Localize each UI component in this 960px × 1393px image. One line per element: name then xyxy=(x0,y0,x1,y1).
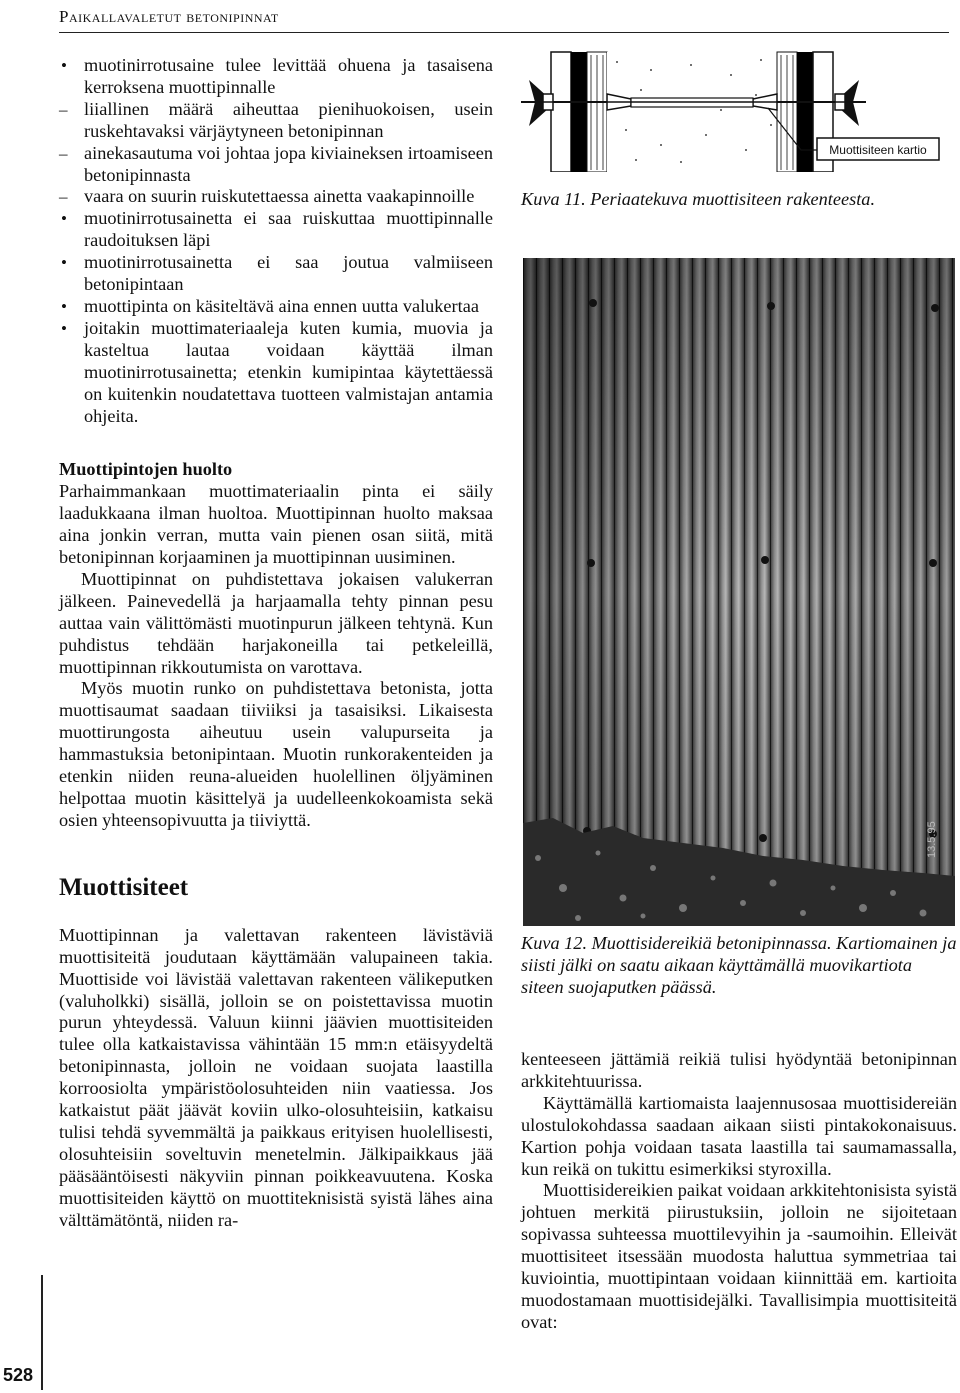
sub-list-item: – ainekasautuma voi johtaa jopa kiviaineksen irtoamiseen betonipinnasta xyxy=(59,143,493,187)
paragraph: Myös muotin runko on puhdistettava betonista, jotta muottisaumat saadaan tiiviiksi ja tasaisiksi. Likaisesta muottirungosta aiheutuu usein valupurseita ja hammastuksia betonipintaan. Muotin runkorakenteiden ja etenkin niiden reuna-alueiden huolellinen öljyäminen helpottaa muotin käsittelyä ja uudelleenkokoamista sekä osien yhteensopivuutta ja tiiviyttä. xyxy=(59,678,493,830)
list-item: • muottipinta on käsiteltävä aina ennen uutta valukertaa xyxy=(59,296,493,318)
page-number: 528 xyxy=(3,1365,34,1385)
bullet-list xyxy=(59,55,493,427)
figure-12-photo xyxy=(523,258,955,926)
running-header xyxy=(59,4,949,33)
figure-11-diagram xyxy=(521,50,951,172)
sub-list-item: – liiallinen määrä aiheuttaa pienihuokoisen, usein ruskehtavaksi värjäytyneen betonipinnan xyxy=(59,99,493,143)
paragraph: Muottisidereikien paikat voidaan arkkitehtonisista syistä johtuen merkitä piirustuksiin, jolloin ne sijoitetaan sopivassa suhteessa muottilevyihin ja -saumoihin. Elleivät muottisiteet itsessään muodosta haluttua symmetriaa tai kuviointia, muottipintaan voidaan kiinnittää em. kartioita muodostamaan muottisidejälki. Tavallisimpia muottisiteitä ovat: xyxy=(521,1180,957,1332)
margin-rule xyxy=(41,1275,43,1390)
header-title: Paikallavaletut betonipinnat xyxy=(59,7,279,26)
paragraph: Muottipinnat on puhdistettava jokaisen valukerran jälkeen. Painevedellä ja harjaamalla tehty pinnan pesu auttaa vain välittömästi muotinpurun jälkeen tehtynä. Kun puhdistus tehdään harjakoneilla tai petkeleillä, muottipinnan rikkoutumista on varottava. xyxy=(59,568,493,677)
left-column xyxy=(59,55,493,1232)
figure-12-stamp: 13.5.95 xyxy=(926,821,938,858)
list-item-text: muotinirrotusaine tulee levittää ohuena ja tasaisena kerroksena muottipinnalle xyxy=(84,55,493,97)
right-column xyxy=(521,1049,957,1334)
paragraph: kenteeseen jättämiä reikiä tulisi hyödyntää betonipinnan arkkitehtuurissa. xyxy=(521,1049,957,1091)
paragraph: Muottipinnan ja valettavan rakenteen lävistäviä muottisiteitä joudutaan käyttämään valupaineen takia. Muottiside voi lävistää valettavan rakenteen välikeputken (valuholkki) sisällä, jolloin se on poistettavissa muotin purun yhteydessä. Valuun kiinni jäävien muottisiteiden tulee olla katkaistavissa vähintään 15 mm:n etäisyydeltä betonipinnasta, jolloin ne voidaan suojata laastilla korroosiolta ympäristöolosuhteiden niin vaatiessa. Jos katkaistut päät jäävät koviin ulko-olosuhteisiin, katkaisu tulisi tehdä syvemmältä ja paikkaus erityisen huolellisesti, olosuhteisiin soveltuvin menetelmin. Jälkipaikkaus jää pääsääntöisesti näkyviin pinnan poikkeavuutena. Koska muottisiteiden käyttö on muottiteknisistä syistä lähes aina välttämätöntä, niiden ra- xyxy=(59,924,493,1230)
figure-12-caption: Kuva 12. Muottisidereikiä betonipinnassa. Kartiomainen ja siisti jälki on saatu aikaan käyttämällä muovikartiota siteen suojaputken päässä. xyxy=(521,933,957,997)
list-item: • joitakin muottimateriaaleja kuten kumia, muovia ja kasteltua lautaa voidaan käyttää ilman muotinirrotusainetta; etenkin kumipintaa käytettäessä on kuitenkin noudatettava tuotteen valmistajan antamia ohjeita. xyxy=(59,318,493,428)
section-title-muottisiteet: Muottisiteet xyxy=(59,873,189,901)
list-item: • muotinirrotusainetta ei saa ruiskuttaa muottipinnalle raudoituksen läpi xyxy=(59,208,493,252)
figure-11-caption: Kuva 11. Periaatekuva muottisiteen rakenteesta. xyxy=(521,189,876,209)
list-item: • muotinirrotusainetta ei saa joutua valmiiseen betonipintaan xyxy=(59,252,493,296)
section-heading-huolto: Muottipintojen huolto xyxy=(59,459,233,480)
figure-11-label: Muottisiteen kartio xyxy=(829,143,927,157)
paragraph: Käyttämällä kartiomaista laajennusosaa muottisidereiän ulostulokohdassa saadaan aikaan siisti pintakokonaisuus. Kartion pohja voidaan tasata laastilla tai saumamassalla, kun reikä on tukittu esimerkiksi styroxilla. xyxy=(521,1092,957,1179)
sub-list xyxy=(59,99,493,209)
list-item xyxy=(59,55,493,208)
paragraph: Parhaimmankaan muottimateriaalin pinta ei säily laadukkaana ilman huoltoa. Muottipinnan huolto maksaa aina jonkin verran, mutta vain pienen osan siitä, mitä betonipinnan korjaaminen ja muottipinnan uusiminen. xyxy=(59,481,493,568)
sub-list-item: – vaara on suurin ruiskutettaessa ainetta vaakapinnoille xyxy=(59,186,493,208)
